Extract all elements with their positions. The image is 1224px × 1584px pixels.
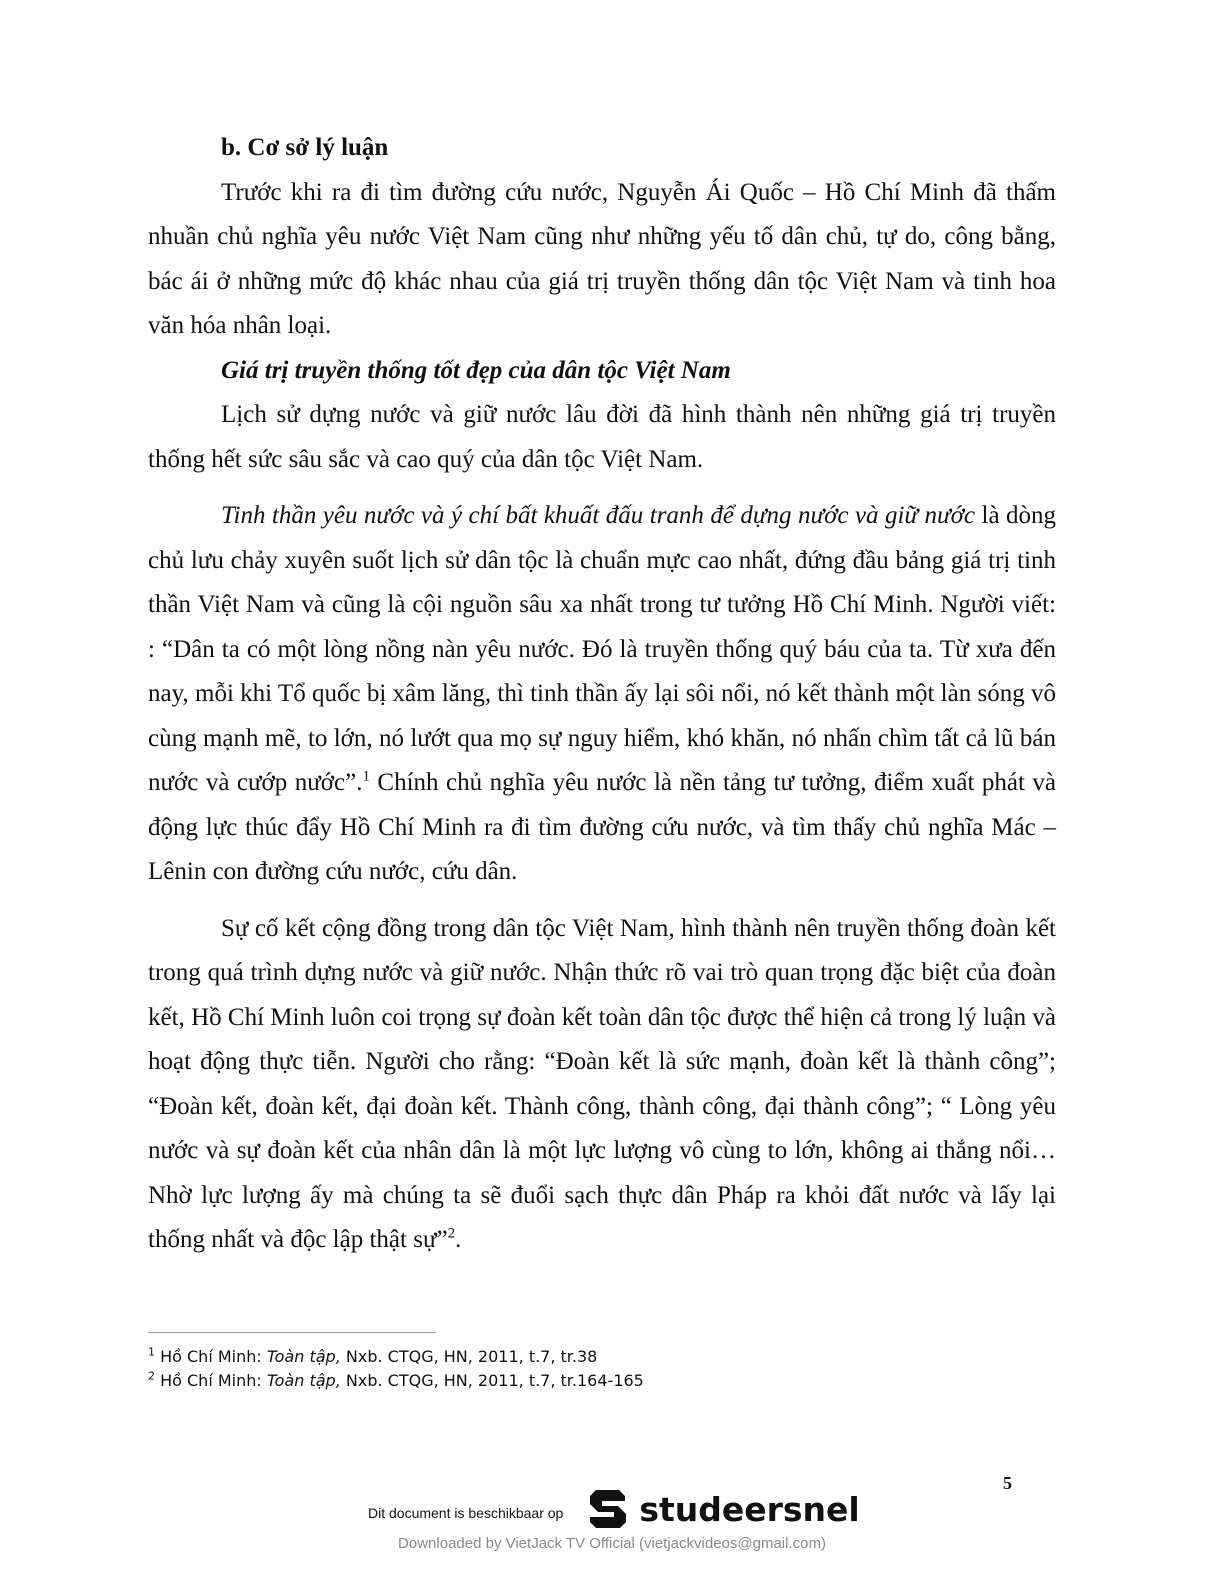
subsection-heading: Giá trị truyền thống tốt đẹp của dân tộc Việt Nam bbox=[221, 356, 731, 384]
footnote-2 bbox=[148, 1369, 1048, 1393]
footnote-ref-1[interactable]: 1 bbox=[362, 768, 370, 785]
paragraph-solidarity-tail: . bbox=[455, 1226, 462, 1253]
footnote-title: Toàn tập, bbox=[266, 1371, 341, 1390]
paragraph-patriotism-text-b: Chính chủ nghĩa yêu nước là nền tảng tư tưởng, điểm xuất phát và động lực thúc đẩy Hồ Chí Minh ra đi tìm đường cứu nước, và tìm thấy chủ nghĩa Mác – Lênin con đường cứu nước, cứu dân. bbox=[148, 769, 1057, 885]
italic-lead-phrase: Tinh thần yêu nước và ý chí bất khuất đấu tranh để dựng nước và giữ nước bbox=[221, 502, 976, 529]
main-text bbox=[148, 126, 1056, 1263]
paragraph-solidarity bbox=[148, 907, 1056, 1263]
paragraph-history: Lịch sử dựng nước và giữ nước lâu đời đã hình thành nên những giá trị truyền thống hết sức sâu sắc và cao quý của dân tộc Việt Nam. bbox=[148, 401, 1056, 473]
footnote-author: Hồ Chí Minh: bbox=[160, 1347, 267, 1366]
footnote-separator bbox=[148, 1332, 436, 1333]
paragraph-intro: Trước khi ra đi tìm đường cứu nước, Nguyễn Ái Quốc – Hồ Chí Minh đã thấm nhuần chủ nghĩa yêu nước Việt Nam cũng như những yếu tố dân chủ, tự do, công bằng, bác ái ở những mức độ khác nhau của giá trị truyền thống dân tộc Việt Nam và tinh hoa văn hóa nhân loại. bbox=[148, 178, 1056, 339]
footnote-ref-2[interactable]: 2 bbox=[447, 1225, 456, 1242]
footnote-author: Hồ Chí Minh: bbox=[160, 1371, 267, 1390]
page-number: 5 bbox=[1003, 1473, 1012, 1493]
paragraph-solidarity-text: Sự cố kết cộng đồng trong dân tộc Việt Nam, hình thành nên truyền thống đoàn kết trong quá trình dựng nước và giữ nước. Nhận thức rõ vai trò quan trọng đặc biệt của đoàn kết, Hồ Chí Minh luôn coi trọng sự đoàn kết toàn dân tộc được thể hiện cả trong lý luận và hoạt động thực tiễn. Người cho rằng: “Đoàn kết là sức mạnh, đoàn kết là thành công”; “Đoàn kết, đoàn kết, đại đoàn kết. Thành công, thành công, đại thành công”; “ Lòng yêu nước và sự đoàn kết của nhân dân là một lực lượng vô cùng to lớn, không ai thắng nổi… Nhờ lực lượng ấy mà chúng ta sẽ đuổi sạch thực dân Pháp ra khỏi đất nước và lấy lại thống nhất và độc lập thật sự” bbox=[148, 914, 1056, 1253]
footnote-1 bbox=[148, 1345, 1048, 1369]
paragraph-patriotism bbox=[148, 494, 1056, 895]
footnote-title: Toàn tập, bbox=[266, 1347, 341, 1366]
footnote-number: 1 bbox=[148, 1345, 155, 1359]
studeersnel-s-logo-icon bbox=[585, 1486, 631, 1532]
paragraph-patriotism-text-a: là dòng chủ lưu chảy xuyên suốt lịch sử dân tộc là chuẩn mực cao nhất, đứng đầu bảng giá trị tinh thần Việt Nam và cũng là cội nguồn sâu xa nhất trong tư tưởng Hồ Chí Minh. Người viết: : “Dân ta có một lòng nồng nàn yêu nước. Đó là truyền thống quý báu của ta. Từ xưa đến nay, mỗi khi Tổ quốc bị xâm lăng, thì tinh thần ấy lại sôi nổi, nó kết thành một làn sóng vô cùng mạnh mẽ, to lớn, nó lướt qua mọ sự nguy hiểm, khó khăn, nó nhấn chìm tất cả lũ bán nước và cướp nước”. bbox=[148, 502, 1057, 796]
download-attribution: Downloaded by VietJack TV Official (vietjackvideos@gmail.com) bbox=[398, 1535, 826, 1552]
studeersnel-banner[interactable] bbox=[368, 1484, 860, 1534]
section-heading: b. Cơ sở lý luận bbox=[221, 134, 389, 161]
footnote-details: Nxb. CTQG, HN, 2011, t.7, tr.164-165 bbox=[340, 1371, 644, 1390]
footnotes bbox=[148, 1345, 1048, 1393]
footnote-number: 2 bbox=[148, 1369, 155, 1383]
footnote-details: Nxb. CTQG, HN, 2011, t.7, tr.38 bbox=[340, 1347, 598, 1366]
brand-caption: Dit document is beschikbaar op bbox=[368, 1505, 564, 1521]
brand-name: studeersnel bbox=[639, 1489, 860, 1529]
